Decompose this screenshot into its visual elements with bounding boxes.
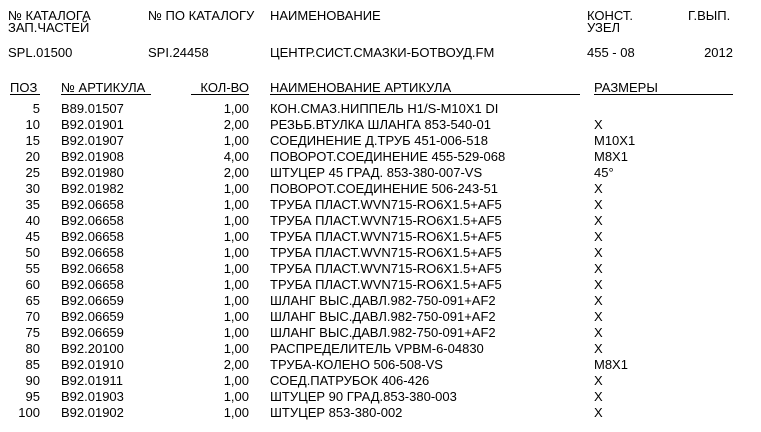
table-row [0, 341, 761, 357]
column-header-pos-text: ПОЗ [10, 80, 38, 95]
column-header-qty [191, 81, 249, 95]
column-header-article-text: № АРТИКУЛА [61, 80, 146, 95]
row-size: X [594, 197, 603, 212]
table-row [0, 245, 761, 261]
row-article: B92.01902 [61, 405, 124, 420]
row-pos: 40 [25, 213, 40, 228]
table-row [0, 357, 761, 373]
row-size: X [594, 293, 603, 308]
table-row [0, 117, 761, 133]
row-name: КОН.СМАЗ.НИППЕЛЬ H1/S-M10X1 DI [270, 101, 499, 116]
row-size: M8X1 [594, 357, 628, 372]
row-qty: 2,00 [223, 117, 249, 132]
row-qty: 2,00 [223, 165, 249, 180]
row-name: РЕЗЬБ.ВТУЛКА ШЛАНГА 853-540-01 [270, 117, 491, 132]
table-row [0, 309, 761, 325]
row-size: X [594, 117, 603, 132]
row-name: ПОВОРОТ.СОЕДИНЕНИЕ 455-529-068 [270, 149, 506, 164]
row-size: X [594, 405, 603, 420]
table-row [0, 197, 761, 213]
row-size: X [594, 245, 603, 260]
column-header-article [61, 81, 151, 95]
row-pos: 70 [25, 309, 40, 324]
row-qty: 1,00 [223, 405, 249, 420]
table-row [0, 101, 761, 117]
table-row [0, 325, 761, 341]
row-article: B92.01982 [61, 181, 124, 196]
row-article: B92.06659 [61, 309, 124, 324]
row-name: ШТУЦЕР 45 ГРАД. 853-380-007-VS [270, 165, 483, 180]
konst-label-line1: КОНСТ. [587, 8, 633, 23]
row-qty: 1,00 [223, 101, 249, 116]
row-article: B92.06658 [61, 197, 124, 212]
row-qty: 1,00 [223, 261, 249, 276]
row-pos: 100 [18, 405, 40, 420]
by-catalog-label: № ПО КАТАЛОГУ [148, 8, 255, 23]
row-pos: 60 [25, 277, 40, 292]
row-size: X [594, 341, 603, 356]
row-article: B92.01908 [61, 149, 124, 164]
row-qty: 1,00 [223, 293, 249, 308]
catalog-number-label [8, 10, 91, 34]
row-pos: 90 [25, 373, 40, 388]
column-header-name-text: НАИМЕНОВАНИЕ АРТИКУЛА [270, 80, 452, 95]
row-size: M8X1 [594, 149, 628, 164]
year-label: Г.ВЫП. [688, 8, 731, 23]
row-name: ТРУБА ПЛАСТ.WVN715-RO6X1.5+AF5 [270, 197, 502, 212]
row-name: ШЛАНГ ВЫС.ДАВЛ.982-750-091+AF2 [270, 309, 496, 324]
row-size: 45° [594, 165, 614, 180]
row-article: B92.01907 [61, 133, 124, 148]
row-qty: 1,00 [223, 245, 249, 260]
row-name: ШЛАНГ ВЫС.ДАВЛ.982-750-091+AF2 [270, 325, 496, 340]
row-name: ШТУЦЕР 90 ГРАД.853-380-003 [270, 389, 457, 404]
row-size: X [594, 261, 603, 276]
row-qty: 1,00 [223, 181, 249, 196]
column-header-pos [10, 81, 40, 95]
column-header-size-text: РАЗМЕРЫ [594, 80, 658, 95]
row-pos: 80 [25, 341, 40, 356]
table-row [0, 261, 761, 277]
row-pos: 10 [25, 117, 40, 132]
row-article: B92.01901 [61, 117, 124, 132]
row-pos: 95 [25, 389, 40, 404]
catalog-number-label-line2: ЗАП.ЧАСТЕЙ [8, 20, 90, 35]
row-pos: 65 [25, 293, 40, 308]
row-pos: 20 [25, 149, 40, 164]
row-pos: 35 [25, 197, 40, 212]
row-name: СОЕДИНЕНИЕ Д.ТРУБ 451-006-518 [270, 133, 488, 148]
year-value: 2012 [704, 45, 733, 60]
row-name: ТРУБА ПЛАСТ.WVN715-RO6X1.5+AF5 [270, 229, 502, 244]
row-article: B92.06658 [61, 229, 124, 244]
table-row [0, 373, 761, 389]
row-article: B92.20100 [61, 341, 124, 356]
row-size: X [594, 389, 603, 404]
row-article: B92.01910 [61, 357, 124, 372]
row-article: B92.06658 [61, 277, 124, 292]
row-name: ТРУБА-КОЛЕНО 506-508-VS [270, 357, 443, 372]
row-qty: 1,00 [223, 229, 249, 244]
row-article: B92.01911 [61, 373, 123, 388]
konst-value: 455 - 08 [587, 45, 635, 60]
table-row [0, 213, 761, 229]
row-article: B89.01507 [61, 101, 124, 116]
table-row [0, 165, 761, 181]
name-label: НАИМЕНОВАНИЕ [270, 8, 381, 23]
row-article: B92.06658 [61, 261, 124, 276]
row-pos: 25 [25, 165, 40, 180]
catalog-number-value: SPL.01500 [8, 45, 73, 60]
table-row [0, 405, 761, 421]
table-row [0, 389, 761, 405]
row-article: B92.06659 [61, 325, 124, 340]
row-qty: 1,00 [223, 389, 249, 404]
row-qty: 1,00 [223, 133, 249, 148]
row-qty: 1,00 [223, 213, 249, 228]
row-name: ТРУБА ПЛАСТ.WVN715-RO6X1.5+AF5 [270, 261, 502, 276]
row-qty: 1,00 [223, 277, 249, 292]
row-size: X [594, 213, 603, 228]
row-name: ТРУБА ПЛАСТ.WVN715-RO6X1.5+AF5 [270, 245, 502, 260]
row-pos: 45 [25, 229, 40, 244]
row-size: X [594, 325, 603, 340]
column-header-name [270, 81, 580, 95]
row-name: ШТУЦЕР 853-380-002 [270, 405, 403, 420]
row-size: X [594, 229, 603, 244]
row-name: СОЕД.ПАТРУБОК 406-426 [270, 373, 430, 388]
row-pos: 55 [25, 261, 40, 276]
table-row [0, 133, 761, 149]
row-pos: 75 [25, 325, 40, 340]
row-size: X [594, 277, 603, 292]
row-size: X [594, 373, 603, 388]
row-name: ПОВОРОТ.СОЕДИНЕНИЕ 506-243-51 [270, 181, 499, 196]
row-name: РАСПРЕДЕЛИТЕЛЬ VPBM-6-04830 [270, 341, 484, 356]
name-value: ЦЕНТР.СИСТ.СМАЗКИ-БОТВОУД.FM [270, 45, 495, 60]
by-catalog-value: SPI.24458 [148, 45, 209, 60]
konst-label [587, 10, 633, 34]
row-pos: 85 [25, 357, 40, 372]
row-article: B92.06659 [61, 293, 124, 308]
column-header-size [594, 81, 733, 95]
row-qty: 1,00 [223, 325, 249, 340]
table-row [0, 293, 761, 309]
table-row [0, 277, 761, 293]
row-size: M10X1 [594, 133, 636, 148]
konst-label-line2: УЗЕЛ [587, 20, 621, 35]
table-row [0, 229, 761, 245]
catalog-number-label-line1: № КАТАЛОГА [8, 8, 91, 23]
row-article: B92.06658 [61, 245, 124, 260]
row-qty: 1,00 [223, 309, 249, 324]
row-name: ШЛАНГ ВЫС.ДАВЛ.982-750-091+AF2 [270, 293, 496, 308]
row-qty: 1,00 [223, 373, 249, 388]
row-pos: 15 [25, 133, 40, 148]
row-qty: 1,00 [223, 197, 249, 212]
column-header-qty-text: КОЛ-ВО [200, 80, 249, 95]
row-pos: 30 [25, 181, 40, 196]
row-name: ТРУБА ПЛАСТ.WVN715-RO6X1.5+AF5 [270, 277, 502, 292]
row-name: ТРУБА ПЛАСТ.WVN715-RO6X1.5+AF5 [270, 213, 502, 228]
row-size: X [594, 309, 603, 324]
row-article: B92.06658 [61, 213, 124, 228]
row-article: B92.01903 [61, 389, 124, 404]
table-row [0, 149, 761, 165]
row-qty: 2,00 [223, 357, 249, 372]
row-pos: 5 [32, 101, 40, 116]
table-row [0, 181, 761, 197]
row-pos: 50 [25, 245, 40, 260]
row-qty: 4,00 [223, 149, 249, 164]
row-article: B92.01980 [61, 165, 124, 180]
row-qty: 1,00 [223, 341, 249, 356]
row-size: X [594, 181, 603, 196]
